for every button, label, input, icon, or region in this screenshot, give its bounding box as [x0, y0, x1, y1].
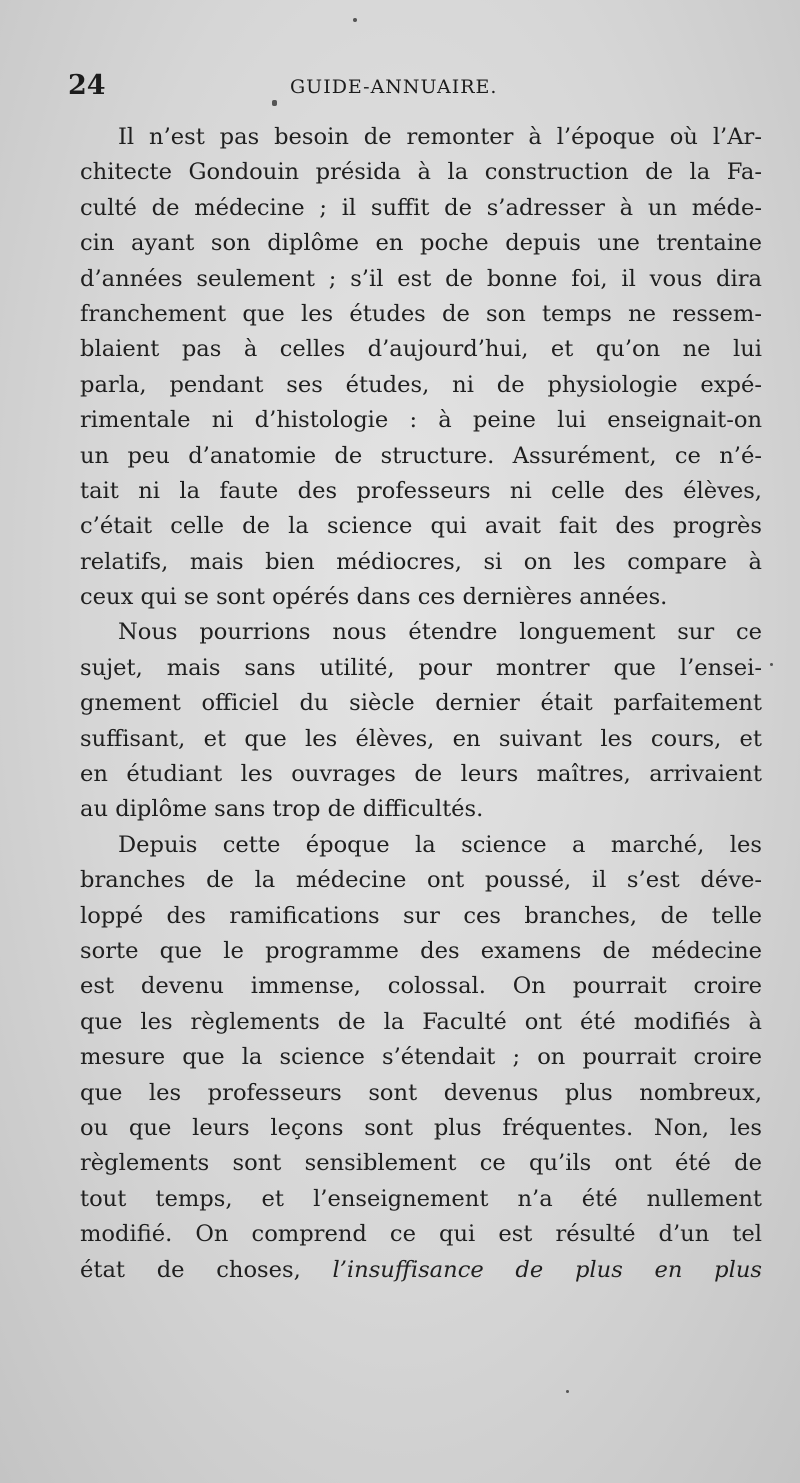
final-line-italic: l’insuffisance de plus en plus: [332, 1256, 762, 1283]
text-line: ceux qui se sont opérés dans ces dernières années.: [80, 584, 668, 611]
text-line: ou que leurs leçons sont plus fréquentes. Non, les: [80, 1114, 762, 1141]
text-line: tait ni la faute des professeurs ni celle des élèves,: [80, 477, 762, 504]
text-line: rimentale ni d’histologie : à peine lui enseignait-on: [80, 407, 762, 434]
print-speck: [272, 100, 277, 106]
text-line: parla, pendant ses études, ni de physiologie expé-: [80, 371, 762, 398]
text-line: au diplôme sans trop de difficultés.: [80, 796, 484, 823]
text-line: loppé des ramifications sur ces branches, de telle: [80, 902, 762, 929]
text-line: relatifs, mais bien médiocres, si on les compare à: [80, 548, 762, 575]
text-line: d’années seulement ; s’il est de bonne foi, il vous dira: [80, 265, 762, 292]
text-line: culté de médecine ; il suffit de s’adresser à un méde-: [80, 194, 762, 221]
text-line: en étudiant les ouvrages de leurs maîtres, arrivaient: [80, 761, 762, 788]
text-line: cin ayant son diplôme en poche depuis une trentaine: [80, 230, 762, 257]
print-speck: [353, 18, 357, 22]
text-line: franchement que les études de son temps ne ressem-: [80, 300, 762, 327]
text-line: sujet, mais sans utilité, pour montrer que l’ensei-: [80, 654, 762, 681]
text-line: est devenu immense, colossal. On pourrait croire: [80, 973, 762, 1000]
text-line: suffisant, et que les élèves, en suivant les cours, et: [80, 725, 762, 752]
text-line: règlements sont sensiblement ce qu’ils ont été de: [80, 1150, 762, 1177]
text-line: tout temps, et l’enseignement n’a été nullement: [80, 1185, 762, 1212]
text-line: mesure que la science s’étendait ; on pourrait croire: [80, 1044, 762, 1071]
text-line: chitecte Gondouin présida à la construction de la Fa-: [80, 159, 762, 186]
final-line-plain: état de choses,: [80, 1256, 333, 1283]
text-line: blaient pas à celles d’aujourd’hui, et qu’on ne lui: [80, 336, 762, 363]
text-line: branches de la médecine ont poussé, il s’est déve-: [80, 867, 762, 894]
text-line: Nous pourrions nous étendre longuement sur ce: [118, 619, 762, 646]
running-title: GUIDE-ANNUAIRE.: [290, 76, 498, 98]
print-speck: [566, 1390, 569, 1393]
text-line-final: [80, 1253, 762, 1288]
text-line: modifié. On comprend ce qui est résulté d’un tel: [80, 1221, 762, 1248]
text-line: que les professeurs sont devenus plus nombreux,: [80, 1079, 762, 1106]
page-number: 24: [68, 70, 106, 101]
text-line: Il n’est pas besoin de remonter à l’époque où l’Ar-: [118, 124, 762, 150]
text-line: sorte que le programme des examens de médecine: [80, 937, 762, 964]
text-line: c’était celle de la science qui avait fait des progrès: [80, 513, 762, 540]
text-line: Depuis cette époque la science a marché, les: [118, 831, 762, 858]
text-line: un peu d’anatomie de structure. Assurément, ce n’é-: [80, 442, 762, 469]
text-line: que les règlements de la Faculté ont été modifiés à: [80, 1008, 762, 1035]
text-line: gnement officiel du siècle dernier était parfaitement: [80, 690, 762, 717]
body-text: [80, 120, 762, 1288]
page-header: [0, 70, 800, 110]
print-speck: [770, 663, 773, 666]
